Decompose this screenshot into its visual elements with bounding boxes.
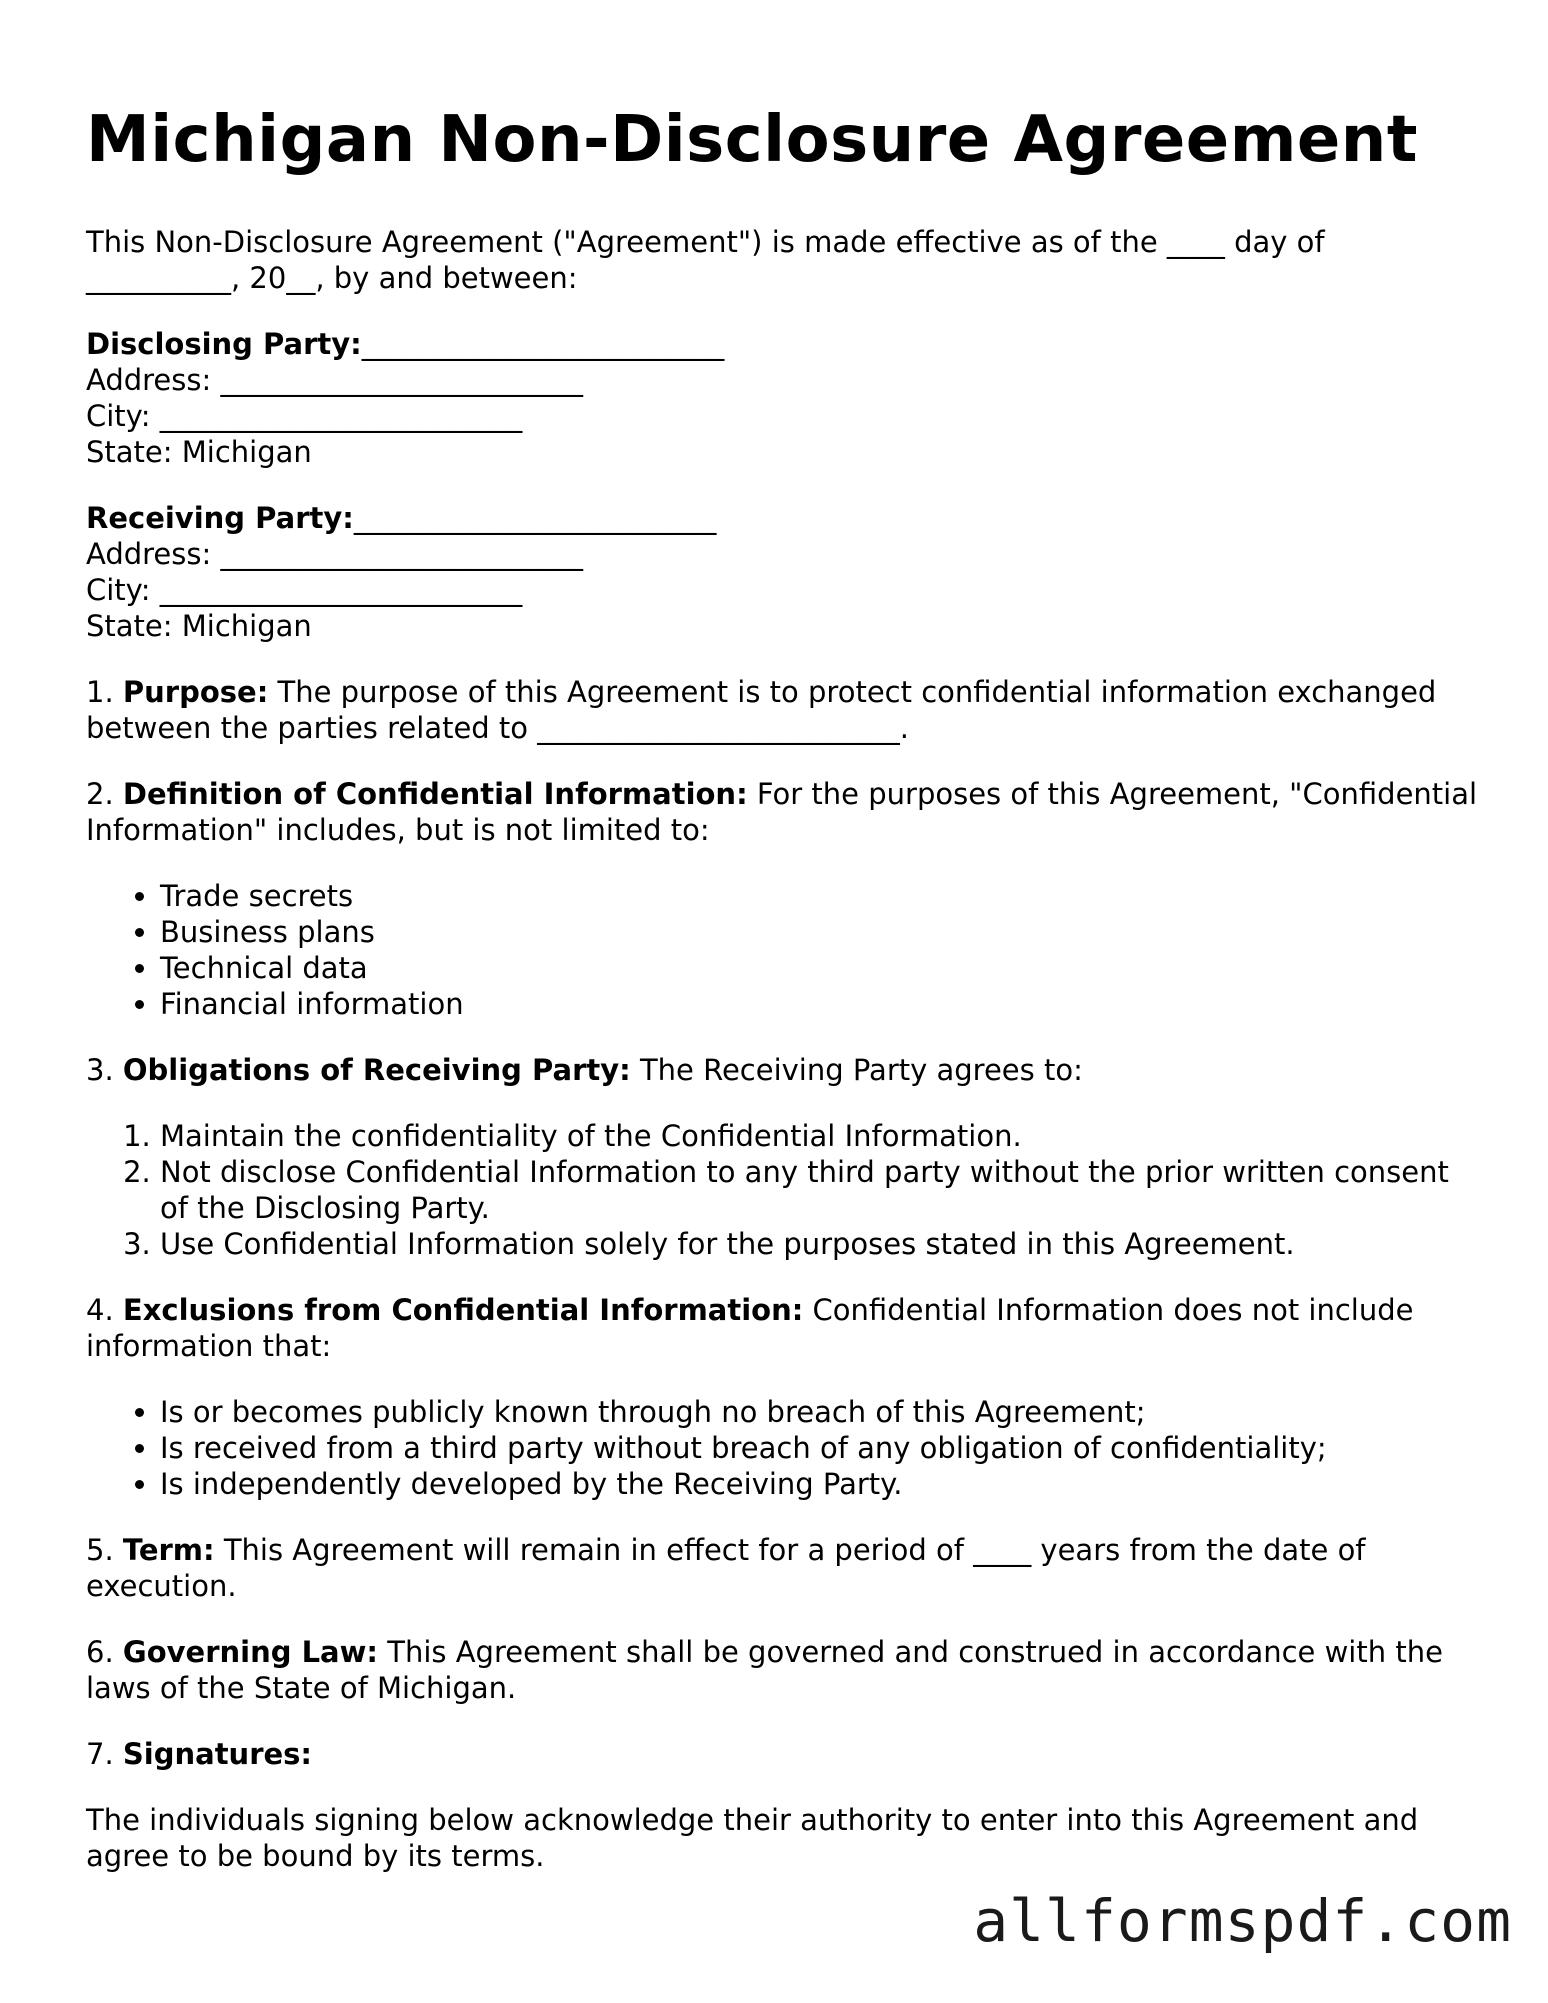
obligations-list bbox=[86, 1118, 1486, 1262]
list-item: • Technical data bbox=[160, 950, 1486, 986]
disclosing-party-block bbox=[86, 326, 1486, 470]
section-signatures bbox=[86, 1736, 1486, 1772]
disclosing-party-label: Disclosing Party: bbox=[86, 327, 362, 361]
disclosing-party-city: City: _________________________ bbox=[86, 399, 523, 433]
section-exclusions bbox=[86, 1292, 1486, 1364]
confidential-info-list bbox=[86, 878, 1486, 1022]
section-text: Confidential Information does not include information that: bbox=[86, 1293, 1414, 1363]
section-term bbox=[86, 1532, 1486, 1604]
list-item: • Financial information bbox=[160, 986, 1486, 1022]
intro-paragraph: This Non-Disclosure Agreement ("Agreement") is made effective as of the ____ day of __________, 20__, by and between: bbox=[86, 225, 1325, 295]
receiving-party-state: State: Michigan bbox=[86, 609, 312, 643]
section-heading: Definition of Confidential Information: bbox=[122, 777, 748, 811]
section-heading: Governing Law: bbox=[122, 1635, 379, 1669]
section-number: 7. bbox=[86, 1737, 123, 1771]
section-purpose bbox=[86, 674, 1486, 746]
document-title: Michigan Non-Disclosure Agreement bbox=[86, 103, 1418, 177]
receiving-party-address: Address: _________________________ bbox=[86, 537, 583, 571]
exclusions-list bbox=[86, 1394, 1486, 1502]
section-text: The purpose of this Agreement is to protect confidential information exchanged between the parties related to _________________________. bbox=[86, 675, 1437, 745]
watermark: allformspdf.com bbox=[973, 1887, 1512, 1955]
signatures-paragraph: The individuals signing below acknowledge their authority to enter into this Agreement and agree to be bound by its terms. bbox=[86, 1803, 1419, 1873]
disclosing-party-blank: _________________________ bbox=[361, 327, 725, 361]
section-number: 2. bbox=[86, 777, 123, 811]
section-governing-law bbox=[86, 1634, 1486, 1706]
list-item: • Is independently developed by the Receiving Party. bbox=[160, 1466, 1486, 1502]
list-item: • Is or becomes publicly known through no breach of this Agreement; bbox=[160, 1394, 1486, 1430]
section-text: This Agreement shall be governed and construed in accordance with the laws of the State of Michigan. bbox=[86, 1635, 1443, 1705]
section-heading: Exclusions from Confidential Information: bbox=[122, 1293, 804, 1327]
section-number: 6. bbox=[86, 1635, 123, 1669]
disclosing-party-state: State: Michigan bbox=[86, 435, 312, 469]
section-heading: Purpose: bbox=[122, 675, 269, 709]
list-item: • Trade secrets bbox=[160, 878, 1486, 914]
disclosing-party-address: Address: _________________________ bbox=[86, 363, 583, 397]
document-body bbox=[86, 100, 1486, 1904]
receiving-party-line bbox=[86, 500, 1486, 536]
section-text: This Agreement will remain in effect for a period of ____ years from the date of execution. bbox=[86, 1533, 1366, 1603]
list-item: • Is received from a third party without breach of any obligation of confidentiality; bbox=[160, 1430, 1486, 1466]
receiving-party-blank: _________________________ bbox=[353, 501, 717, 535]
section-number: 1. bbox=[86, 675, 123, 709]
section-obligations bbox=[86, 1052, 1486, 1088]
disclosing-party-line bbox=[86, 326, 1486, 362]
section-text: The Receiving Party agrees to: bbox=[630, 1053, 1083, 1087]
section-number: 5. bbox=[86, 1533, 123, 1567]
section-heading: Term: bbox=[122, 1533, 215, 1567]
list-item: • Business plans bbox=[160, 914, 1486, 950]
section-text: For the purposes of this Agreement, "Confidential Information" includes, but is not limited to: bbox=[86, 777, 1478, 847]
section-heading: Obligations of Receiving Party: bbox=[122, 1053, 631, 1087]
list-item: 3. Use Confidential Information solely for the purposes stated in this Agreement. bbox=[160, 1226, 1486, 1262]
section-heading: Signatures: bbox=[122, 1737, 313, 1771]
section-definition bbox=[86, 776, 1486, 848]
section-number: 3. bbox=[86, 1053, 123, 1087]
receiving-party-city: City: _________________________ bbox=[86, 573, 523, 607]
section-number: 4. bbox=[86, 1293, 123, 1327]
list-item: 2. Not disclose Confidential Information to any third party without the prior written consent of the Disclosing Party. bbox=[160, 1154, 1486, 1226]
receiving-party-block bbox=[86, 500, 1486, 644]
list-item: 1. Maintain the confidentiality of the Confidential Information. bbox=[160, 1118, 1486, 1154]
receiving-party-label: Receiving Party: bbox=[86, 501, 354, 535]
